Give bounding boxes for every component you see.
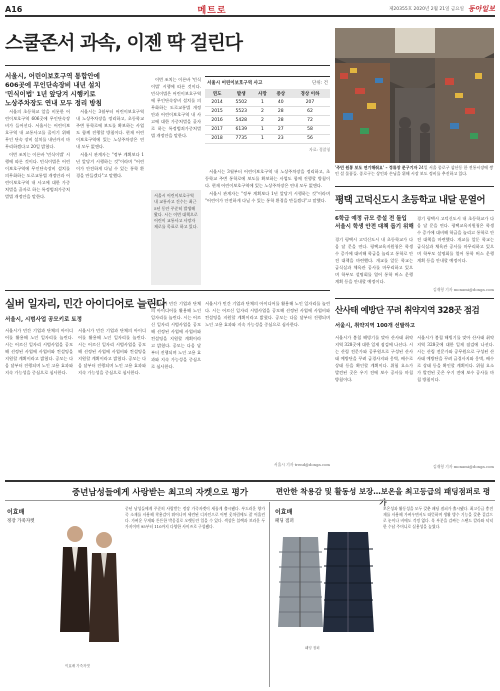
market-photo-illustration [335,28,494,163]
table-header: 중상 [272,89,290,98]
table-source: 자료: 경찰청 [309,146,330,152]
table-cell: 58 [290,125,330,134]
section-rule [335,210,494,211]
table-title-row [205,77,330,89]
table-cell: 2014 [205,98,229,107]
newspaper-logo: 동아일보 [467,5,495,13]
photo-caption [335,165,494,177]
landslide-col-1: 서울시가 봄철 해빙기를 맞아 산사태 취약지역 328곳에 대한 일제 점검에 나선다. 시는 산림 전문가와 공무원으로 구성된 산사태 예방단을 꾸려 급경사지와 옹벽, 배수로 상태 등을 확인할 계획이다. 위험 요소가 발견된 곳은 우기 전에 보수 공사를 마칠 방침이다. [335,335,413,382]
table-cell: 1 [253,125,271,134]
main-body-col-1 [5,108,70,308]
landslide-col-2: 서울시가 봄철 해빙기를 맞아 산사태 취약지역 328곳에 대한 일제 점검에 나선다. 시는 산림 전문가와 공무원으로 구성된 산사태 예방단을 꾸려 급경사지와 옹벽, 배수로 상태 등을 확인할 계획이다. 위험 요소가 발견된 곳은 우기 전에 보수 공사를 마칠 방침이다. [417,335,494,382]
silver-jobs-headline: 실버 일자리, 민간 아이디어로 늘린다 [5,298,166,310]
issue-meta: 제20355호 2020년 2월 21일 금요일 [389,7,464,12]
table-cell: 5428 [229,116,253,125]
table-title: 서울시 어린이보호구역 사고 [207,81,263,86]
silver-jobs-col-3: 서울시가 민간 기업과 단체의 아이디어를 활용해 노인 일자리를 늘린다. 시는 어르신 일자리 시범사업을 공모해 선정된 사업에 사업비와 컨설팅을 지원할 계획이라고 밝혔다. 공모는 다음 달부터 진행되며 노인 고용 효과와 지속 가능성을 중심으로 심사한다. [151,301,201,369]
pyeongtaek-body-col-2: 경기 평택시 고덕신도시 내 초등학교가 다음 달 문을 연다. 평택교육지원청은 학생 수 증가에 대비해 학급을 늘리고 통학로 안전 대책을 마련했다. 개교를 앞둔 학교는 급식실과 체육관 공사를 마무리하고 있으며 학부모 설명회를 열어 통학 버스 운행 계획 등을 안내할 예정이다. [417,216,494,263]
headline-rule [5,65,330,66]
silver-jobs-reporter: 서울시 기자 trend@donga.com [273,462,330,467]
ad-rule [5,500,495,501]
table-cell: 62 [290,107,330,116]
section-title: 메트로 [197,5,227,16]
table-cell: 72 [290,116,330,125]
ad-brand-right-name: 이효배 [275,509,293,516]
table-header: 발생 [229,89,253,98]
main-body-para: 서울시 관계자는 "정부 계획보다 1년 앞당겨 시행하는 것"이라며 "어린이가 안전하게 다닐 수 있는 통학 환경을 만들겠다"고 말했다. [76,152,144,178]
table-cell: 6139 [229,125,253,134]
ad-divider [269,502,270,687]
padded-jackets-image [273,522,378,642]
section-rule [335,298,494,299]
table-row [205,107,330,116]
photo-caption-title: '주민 원봉 보도 연기해줘요' – 정류장 문구기자 [335,165,418,170]
table-row [205,98,330,107]
table-cell: 1 [253,98,271,107]
main-body-para: 이번 조치는 이른바 '민식이법' 시행에 따른 것이다. 민식이법은 어린이보호구역에 무인단속장비 설치를 의무화하는 도로교통법 개정안과 어린이보호구역 내 사고에 대한 가중처벌을 골자로 하는 특정범죄가중처벌법 개정안을 말한다. [151,77,201,138]
table-cell: 2 [253,116,271,125]
advertisement [5,480,495,687]
table-grid [205,89,330,144]
ad-left-headline: 중년남성들에게 사랑받는 최고의 자켓으로 평가 [71,488,249,498]
main-body-para: 이번 조치는 이른바 '민식이법' 시행에 따른 것이다. 민식이법은 어린이보호구역에 무인단속장비 설치를 의무화하는 도로교통법 개정안과 어린이보호구역 내 사고에 대한 가중처벌을 골자로 하는 특정범죄가중처벌법 개정안을 말한다. [5,152,70,199]
main-headline: 스쿨존서 과속, 이젠 딱 걸린다 [5,32,242,54]
table-cell: 40 [272,98,290,107]
accident-table [205,76,330,164]
section-rule [5,290,330,291]
page-number: A16 [5,4,23,14]
table-cell: 5502 [229,98,253,107]
table-cell: 2017 [205,125,229,134]
table-cell: 23 [272,134,290,143]
ad-brand-left [7,508,35,526]
page-header [5,3,495,17]
table-cell: 56 [290,134,330,143]
main-body-col-2 [76,108,144,308]
landslide-headline: 산사태 예방단 꾸려 취약지역 328곳 점검 [335,306,480,316]
table-header-row [205,89,330,98]
ad-brand-left-name: 이효배 [7,509,25,516]
ad-brand-left-sub: 정장 가죽자켓 [7,519,35,524]
table-cell: 2015 [205,107,229,116]
main-body-col-4 [205,168,330,286]
landslide-reporter: 김재형 기자 monami@donga.com [432,464,494,469]
table-header: 경상 이하 [290,89,330,98]
market-photo [335,28,494,163]
ad-fig-caption-right: 패딩 점퍼 [305,646,320,650]
silver-jobs-col-2: 서울시가 민간 기업과 단체의 아이디어를 활용해 노인 일자리를 늘린다. 시는 어르신 일자리 시범사업을 공모해 선정된 사업에 사업비와 컨설팅을 지원할 계획이라고 밝혔다. 공모는 다음 달부터 진행되며 노인 고용 효과와 지속 가능성을 중심으로 심사한다. [78,328,146,375]
table-cell: 28 [272,107,290,116]
table-header: 사망 [253,89,271,98]
silver-jobs-col-1: 서울시가 민간 기업과 단체의 아이디어를 활용해 노인 일자리를 늘린다. 시는 어르신 일자리 시범사업을 공모해 선정된 사업에 사업비와 컨설팅을 지원할 계획이라고 밝혔다. 공모는 다음 달부터 진행되며 노인 고용 효과와 지속 가능성을 중심으로 심사한다. [5,328,73,375]
table-unit: 단위: 건 [312,81,328,86]
table-cell: 2016 [205,116,229,125]
ad-right-text: 보온성과 활동성을 모두 갖춘 패딩 점퍼가 출시됐다. 최고등급 충전재를 사용해 가벼우면서도 따뜻하며 생활 방수 기능을 갖춘 겉감으로 눈이나 비에도 걱정 없다. 목 부분을 감싸는 스탠드 칼라와 넉넉한 수납 주머니로 실용성을 높였다. [383,506,493,529]
pyeongtaek-reporter: 김재형 기자 monami@donga.com [432,287,494,292]
main-body-para: 서울시 관계자는 "정부 계획보다 1년 앞당겨 시행하는 것"이라며 "어린이가 안전하게 다닐 수 있는 통학 환경을 만들겠다"고 말했다. [205,191,330,203]
table-cell: 1 [253,134,271,143]
table-row [205,134,330,143]
ad-fig-caption-left: 이효배 가죽자켓 [65,664,90,668]
jacket-navy [323,532,374,632]
ad-left-text: 중년 남성들에게 꾸준히 사랑받는 정장 가죽자켓이 새롭게 출시됐다. 부드러운 양가죽 소재를 사용해 착용감이 뛰어나며 세련된 디자인으로 어떤 옷차림에도 잘 어울린다. 가벼운 무게와 튼튼한 박음질로 오랫동안 입을 수 있다. 색상은 블랙과 브라운 두 가지이며 95부터 110까지 다양한 사이즈로 구성됐다. [125,506,265,529]
pyeongtaek-body-col-1: 경기 평택시 고덕신도시 내 초등학교가 다음 달 문을 연다. 평택교육지원청은 학생 수 증가에 대비해 학급을 늘리고 통학로 안전 대책을 마련했다. 개교를 앞둔 학교는 급식실과 체육관 공사를 마무리하고 있으며 학부모 설명회를 열어 통학 버스 운행 계획 등을 안내할 예정이다. [335,237,413,284]
main-body-para: 서울의 초등학교 앞을 비롯한 어린이보호구역 606곳에 무인단속장비가 들어선다. 서울시는 어린이보호구역 내 교통사고를 줄이기 위해 무인 단속 장비 설치를 내년까지 마무리하겠다고 20일 밝혔다. [5,109,70,149]
pyeongtaek-headline: 평택 고덕신도시 초등학교 내달 문열어 [335,195,486,206]
table-cell: 27 [272,125,290,134]
pyeongtaek-kicker: 6학급 예정 규모 증설 전 돌입 서울시 학생 안전 대책 돕기 위해 [335,216,414,230]
photo-caption-text: 24일 서울 종로구 삼산동 한 전통시장에 쌓인 설 물품들. 종로구는 상인과 손님을 위해 시장 보도 정비를 추진하고 있다. [335,165,494,176]
landslide-kicker: 서울시, 취약지역 100개 선발하고 [335,323,416,329]
main-body-col-3 [151,76,201,186]
table-cell: 7735 [229,134,253,143]
ad-right-headline: 편안한 착용감 및 활동성 보장…보온을 최고등급의 패딩점퍼로 평가 [275,487,491,507]
table-cell: 2 [253,107,271,116]
main-kicker: 서울시, 어린이보호구역 통합안에 606곳에 무인단속장비 내년 설치 '민식이법' 1년 앞당겨 시행키로 노상주차장도 연내 모두 정리 방침 [5,72,102,107]
table-row [205,116,330,125]
table-cell: 5523 [229,107,253,116]
silver-jobs-kicker: 서울시, 시범사업 공모키로 토정 [5,317,82,323]
main-body-para: 서울시는 3월부터 어린이보호구역 내 노상주차장을 정리하고, 초등학교 주변 통학로에 보도를 확보하는 사업도 함께 진행할 방침이다. 현재 어린이보호구역에 있는 노상주차장은 연내 모두 없앤다. [76,109,144,149]
table-cell: 2018 [205,134,229,143]
table-row [205,125,330,134]
silver-jobs-col-4: 서울시가 민간 기업과 단체의 아이디어를 활용해 노인 일자리를 늘린다. 시는 어르신 일자리 시범사업을 공모해 선정된 사업에 사업비와 컨설팅을 지원할 계획이라고 밝혔다. 공모는 다음 달부터 진행되며 노인 고용 효과와 지속 가능성을 중심으로 심사한다. [205,301,330,327]
main-body-para: 서울시는 3월부터 어린이보호구역 내 노상주차장을 정리하고, 초등학교 주변 통학로에 보도를 확보하는 사업도 함께 진행할 방침이다. 현재 어린이보호구역에 있는 노상주차장은 연내 모두 없앤다. [205,169,330,188]
ad-brand-right-sub: 패딩 점퍼 [275,519,294,524]
table-header: 연도 [205,89,229,98]
jacket-grey [278,537,323,627]
leather-jacket-models [60,512,120,662]
main-sidebar-note: 서울시 어린이보호구역 내 교통사고 건수는 최근 5년 동안 꾸준히 발생해 왔다. 시는 이번 대책으로 어린이 교통사고 사망자 제로를 목표로 하고 있다. [151,190,201,285]
table-cell: 207 [290,98,330,107]
table-cell: 28 [272,116,290,125]
section-rule [335,186,494,187]
